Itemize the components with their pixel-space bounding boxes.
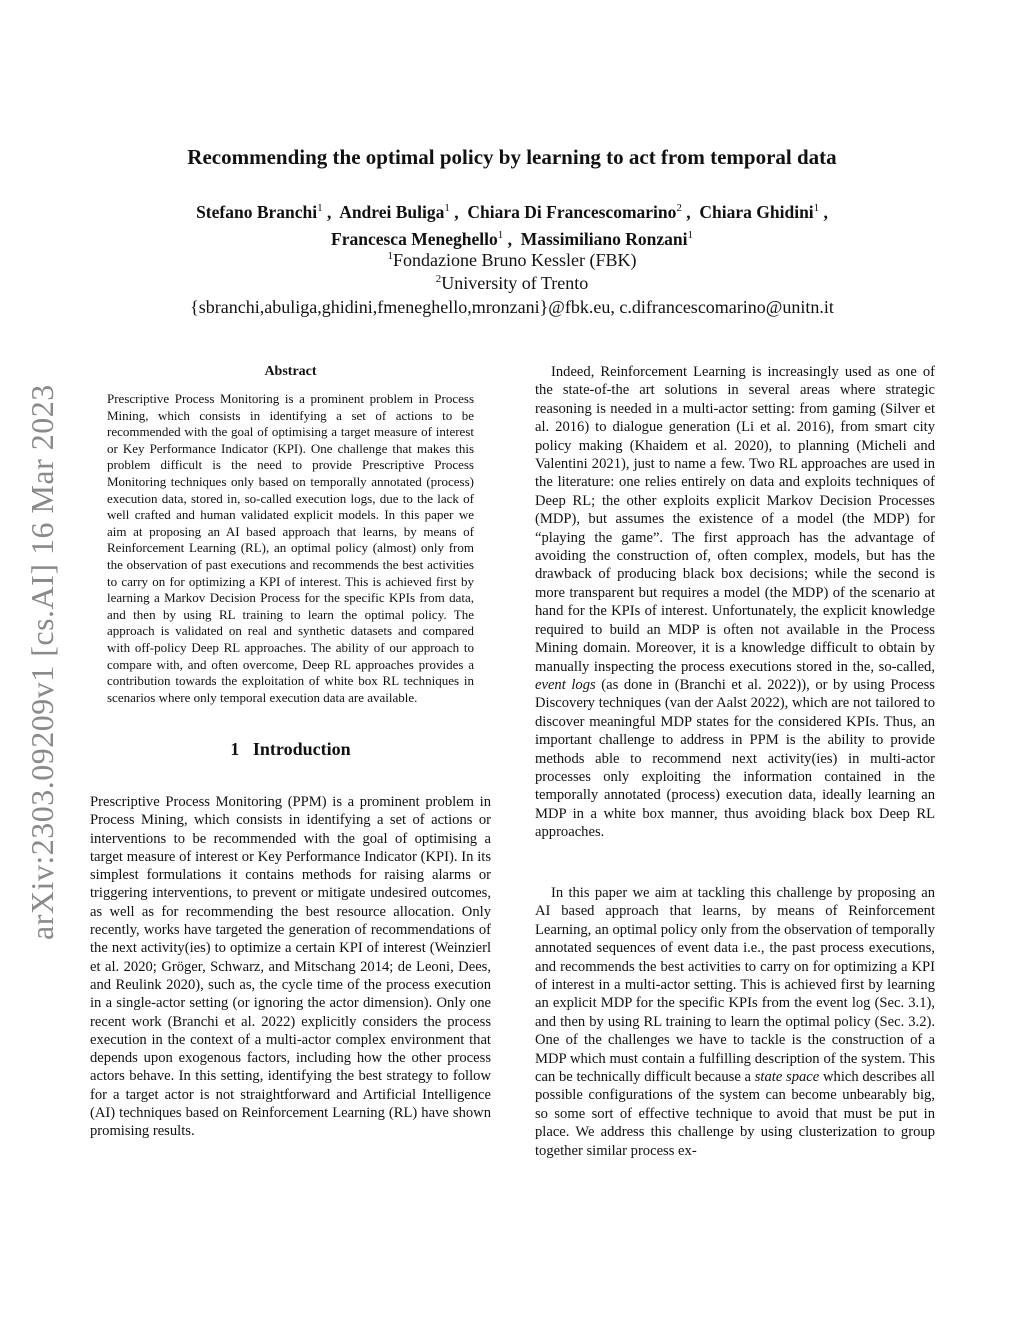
author-list: Stefano Branchi$^1$ , Andrei Buliga$^1$ , Chiara Di Francescomarino$^2$ , Chiara Ghidini$^1$ , Francesca Meneghello$^1$ , Massimiliano Ronzani$^1$ (196, 201, 828, 249)
author-name: Chiara Ghidini (699, 201, 814, 222)
introduction-paragraph: Prescriptive Process Monitoring (PPM) is a prominent problem in Process Mining, which consists in identifying a set of actions or interventions to be recommended with the goal of optimising a target measure of interest or Key Performance Indicator (KPI). In its simplest formulations it contains methods for raising alarms or triggering interventions, to prevent or mitigate undesired outcomes, as well as for recommending the best resource allocation. Only recently, works have targeted the generation of recommendations of the next activity(ies) to optimize a certain KPI of interest (Weinzierl et al. 2020; Gröger, Schwarz, and Mitschang 2014; de Leoni, Dees, and Reulink 2020), such as, the cycle time of the process execution in a single-actor setting (or ignoring the actor dimension). Only one recent work (Branchi et al. 2022) explicitly considers the process execution in the context of a multi-actor complex environment that depends upon exogenous factors, including how the other process actors behave. In this setting, identifying the best strategy to follow for a target actor is not straightforward and Artificial Intelligence (AI) techniques based on Reinforcement Learning (RL) have shown promising results. (90, 794, 491, 1140)
author-name: Chiara Di Francescomarino (467, 201, 677, 222)
author-name: Andrei Buliga (339, 201, 445, 222)
author-name: Francesca Meneghello (331, 228, 498, 249)
section-title: Introduction (252, 739, 351, 759)
section-number: 1 (230, 739, 240, 759)
abstract-heading: Abstract (264, 364, 317, 379)
paper-title: Recommending the optimal policy by learning to act from temporal data (187, 145, 837, 169)
author-affiliation-mark: 1 (687, 228, 693, 241)
author-affiliation-mark: 1 (444, 202, 450, 214)
body-paragraph: Indeed, Reinforcement Learning is increasingly used as one of the state-of-the art solutions in several areas where strategic reasoning is needed in a multi-actor setting: from gaming (Silver et al. 2016) to dialogue generation (Li et al. 2016), from smart city policy making (Khaidem et al. 2020), to planning (Micheli and Valentini 2021), just to name a few. Two RL approaches are used in the literature: one relies entirely on data and exploits techniques of Deep RL; the other exploits explicit Markov Decision Processes (MDP), but assumes the existence of a model (the MDP) for “playing the game”. The first approach has the advantage of avoiding the construction of, often complex, models, but has the drawback of producing black box decisions; while the second is more transparent but requires a model (the MDP) of the scenario at hand for the KPIs of interest. Unfortunately, the explicit knowledge required to build an MDP is often not available in the Process Mining domain. Moreover, it is a knowledge difficult to obtain by manually inspecting the process executions stored in the, so-called, event logs (as done in (Branchi et al. 2022)), or by using Process Discovery techniques (van der Aalst 2022), which are not tailored to discover meaningful MDP states for the considered KPIs. Thus, an important challenge to address in PPM is the ability to provide methods able to recommend next activity(ies) in multi-actor processes only exploiting the information contained in the temporally annotated (process) execution data, ideally learning an MDP in a white box manner, thus avoiding black box Deep RL approaches. (535, 364, 935, 841)
author-affiliation-mark: 2 (676, 202, 682, 214)
author-affiliation-mark: 1 (497, 228, 504, 241)
author-name: Massimiliano Ronzani (520, 228, 688, 249)
emphasis: event logs (535, 676, 596, 693)
author-emails: {sbranchi,abuliga,ghidini,fmeneghello,mronzani}@fbk.eu, c.difrancescomarino@unitn.it (190, 297, 834, 317)
author-name: Stefano Branchi (196, 201, 318, 222)
author-affiliation-mark: 1 (317, 202, 323, 214)
section-heading-introduction (90, 739, 491, 760)
arxiv-identifier-stamp: arXiv:2303.09209v1 [cs.AI] 16 Mar 2023 (24, 384, 60, 940)
author-affiliation-mark: 1 (813, 202, 820, 214)
abstract-text: Prescriptive Process Monitoring is a prominent problem in Process Mining, which consists in identifying a set of actions to be recommended with the goal of optimising a target measure of interest or Key Performance Indicator (KPI). One challenge that makes this problem difficult is the need to provide Prescriptive Process Monitoring techniques only based on temporally annotated (process) execution data, stored in, so-called execution logs, due to the lack of well crafted and human validated explicit models. In this paper we aim at proposing an AI based approach that learns, by means of Reinforcement Learning (RL), an optimal policy (almost) only from the observation of past executions and recommends the best activities to carry on for optimizing a KPI of interest. This is achieved first by learning a Markov Decision Process for the specific KPIs from data, and then by using RL training to learn the optimal policy. The approach is validated on real and synthetic datasets and compared with off-policy Deep RL approaches. The ability of our approach to compare with, and often overcome, Deep RL approaches provides a contribution towards the exploitation of white box RL techniques in scenarios where only temporal execution data are available. (107, 391, 474, 705)
body-paragraph: In this paper we aim at tackling this challenge by proposing an AI based approach that learns, by means of Reinforcement Learning, an optimal policy only from the observation of temporally annotated sequences of event data i.e., the past process executions, and recommends the best activities to carry on for optimizing a KPI of interest in a multi-actor setting. This is achieved first by learning an explicit MDP for the specific KPIs from the event log (Sec. 3.1), and then by using RL training to learn the optimal policy (Sec. 3.2). One of the challenges we have to tackle is the construction of a MDP which must contain a fulfilling description of the system. This can be technically difficult because a state space which describes all possible configurations of the system can become unbearably big, so some sort of effective technique to avoid that must be put in place. We address this challenge by using clusterization to group together similar process ex- (535, 885, 935, 1159)
affiliation-2: $^2$University of Trento (435, 273, 589, 293)
emphasis: state space (754, 1069, 820, 1086)
affiliation-1: $^1$Fondazione Bruno Kessler (FBK) (387, 250, 637, 270)
